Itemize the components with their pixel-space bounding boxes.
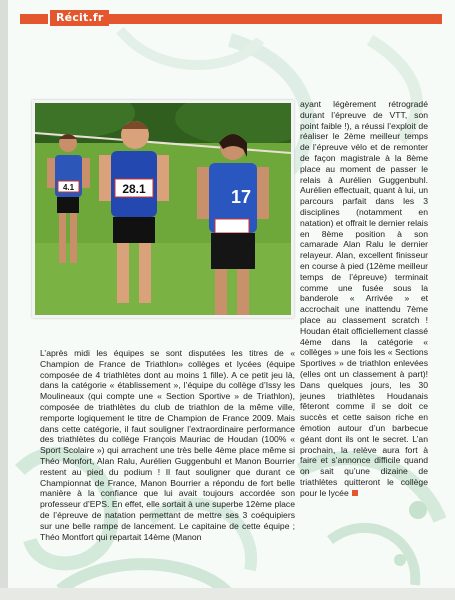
article-left-column — [40, 348, 295, 542]
article-right-column — [300, 99, 428, 498]
bib-right-number: 17 — [230, 187, 252, 207]
athletes-photo — [32, 100, 294, 318]
section-header — [20, 12, 442, 24]
header-accent-right — [108, 14, 442, 24]
end-of-article-mark — [352, 490, 358, 496]
bib-center-number: 28.1 — [122, 182, 146, 196]
header-accent-left — [20, 14, 48, 24]
article-right-text: ayant légèrement rétrogradé durant l’épreuve de VTT, son point faible !), a réussi l’exploit de réaliser le 2ème meilleur temps de l’épreuve vélo et de remonter de façon magistrale à la 8ème place au moment de passer le relais à Aurélien Guggenbuhl. Aurélien effectuait, quant à lui, un parcours parfait dans les 3 disciplines (notamment en natation) et offrait le dernier relais en 8ème position à son camarade Alan Ralu le dernier relayeur. Alan, excellent finisseur en course à pied (12ème meilleur temps de l’épreuve) terminait comme une fusée sous la banderole « Arrivée » et accrochait une inattendu 7ème place au classement scratch ! Houdan était officiellement classé 4ème dans la catégorie « collèges » une fois les « Sections Sportives » de triathlon enlevées (elles ont un classement à part)! Dans quelques jours, les 30 jeunes triathlètes Houdanais fêteront comme il se doit ce succès et cette saison riche en émotion autour d’un barbecue géant dont ils ont le secret. L’an prochain, la relève aura fort à faire et s’annonce difficile quand on sait qu’une dizaine de triathlètes quitteront le collège pour le lycée — [300, 99, 428, 498]
page-bottom-edge — [0, 588, 455, 600]
bib-left-number: 4.1 — [62, 183, 75, 192]
article-left-text: L’après midi les équipes se sont disputées les titres de « Champion de France de Triathlon» collèges et lycées (équipe composée de 4 triathlètes dont au moins 1 fille). A ce petit jeu là, dans la catégorie « établissement », l’équipe du collège d’Issy les Moulineaux (qui compte une « Section Sportive » de Triathlon), composée de triathlètes du club de triathlon de la même ville, remporte logiquement le titre de Champion de France 2009. Mais dans cette catégorie, il faut souligner l’extraordinaire performance des triathlètes du collège François Mauriac de Houdan (100% « Sport Scolaire ») qui arrachent une très belle 4ème place même si Théo Monfort, Alan Ralu, Aurélien Guggenbuhl et Manon Bourrier restent au pied du podium ! Il faut souligner que durant ce Championnat de France, Manon Bourrier a répondu de fort belle manière à la confiance que lui avait toujours accordée son professeur d’EPS. En effet, elle sortait à une superbe 12ème place de l’épreuve de natation permettant de mettre ses 3 coéquipiers sur une belle rampe de lancement. Le capitaine de cette équipe ; Théo Montfort qui repartait 14ème (Manon — [40, 348, 295, 542]
page-edge — [0, 0, 8, 600]
section-label: Récit.fr — [50, 10, 109, 26]
